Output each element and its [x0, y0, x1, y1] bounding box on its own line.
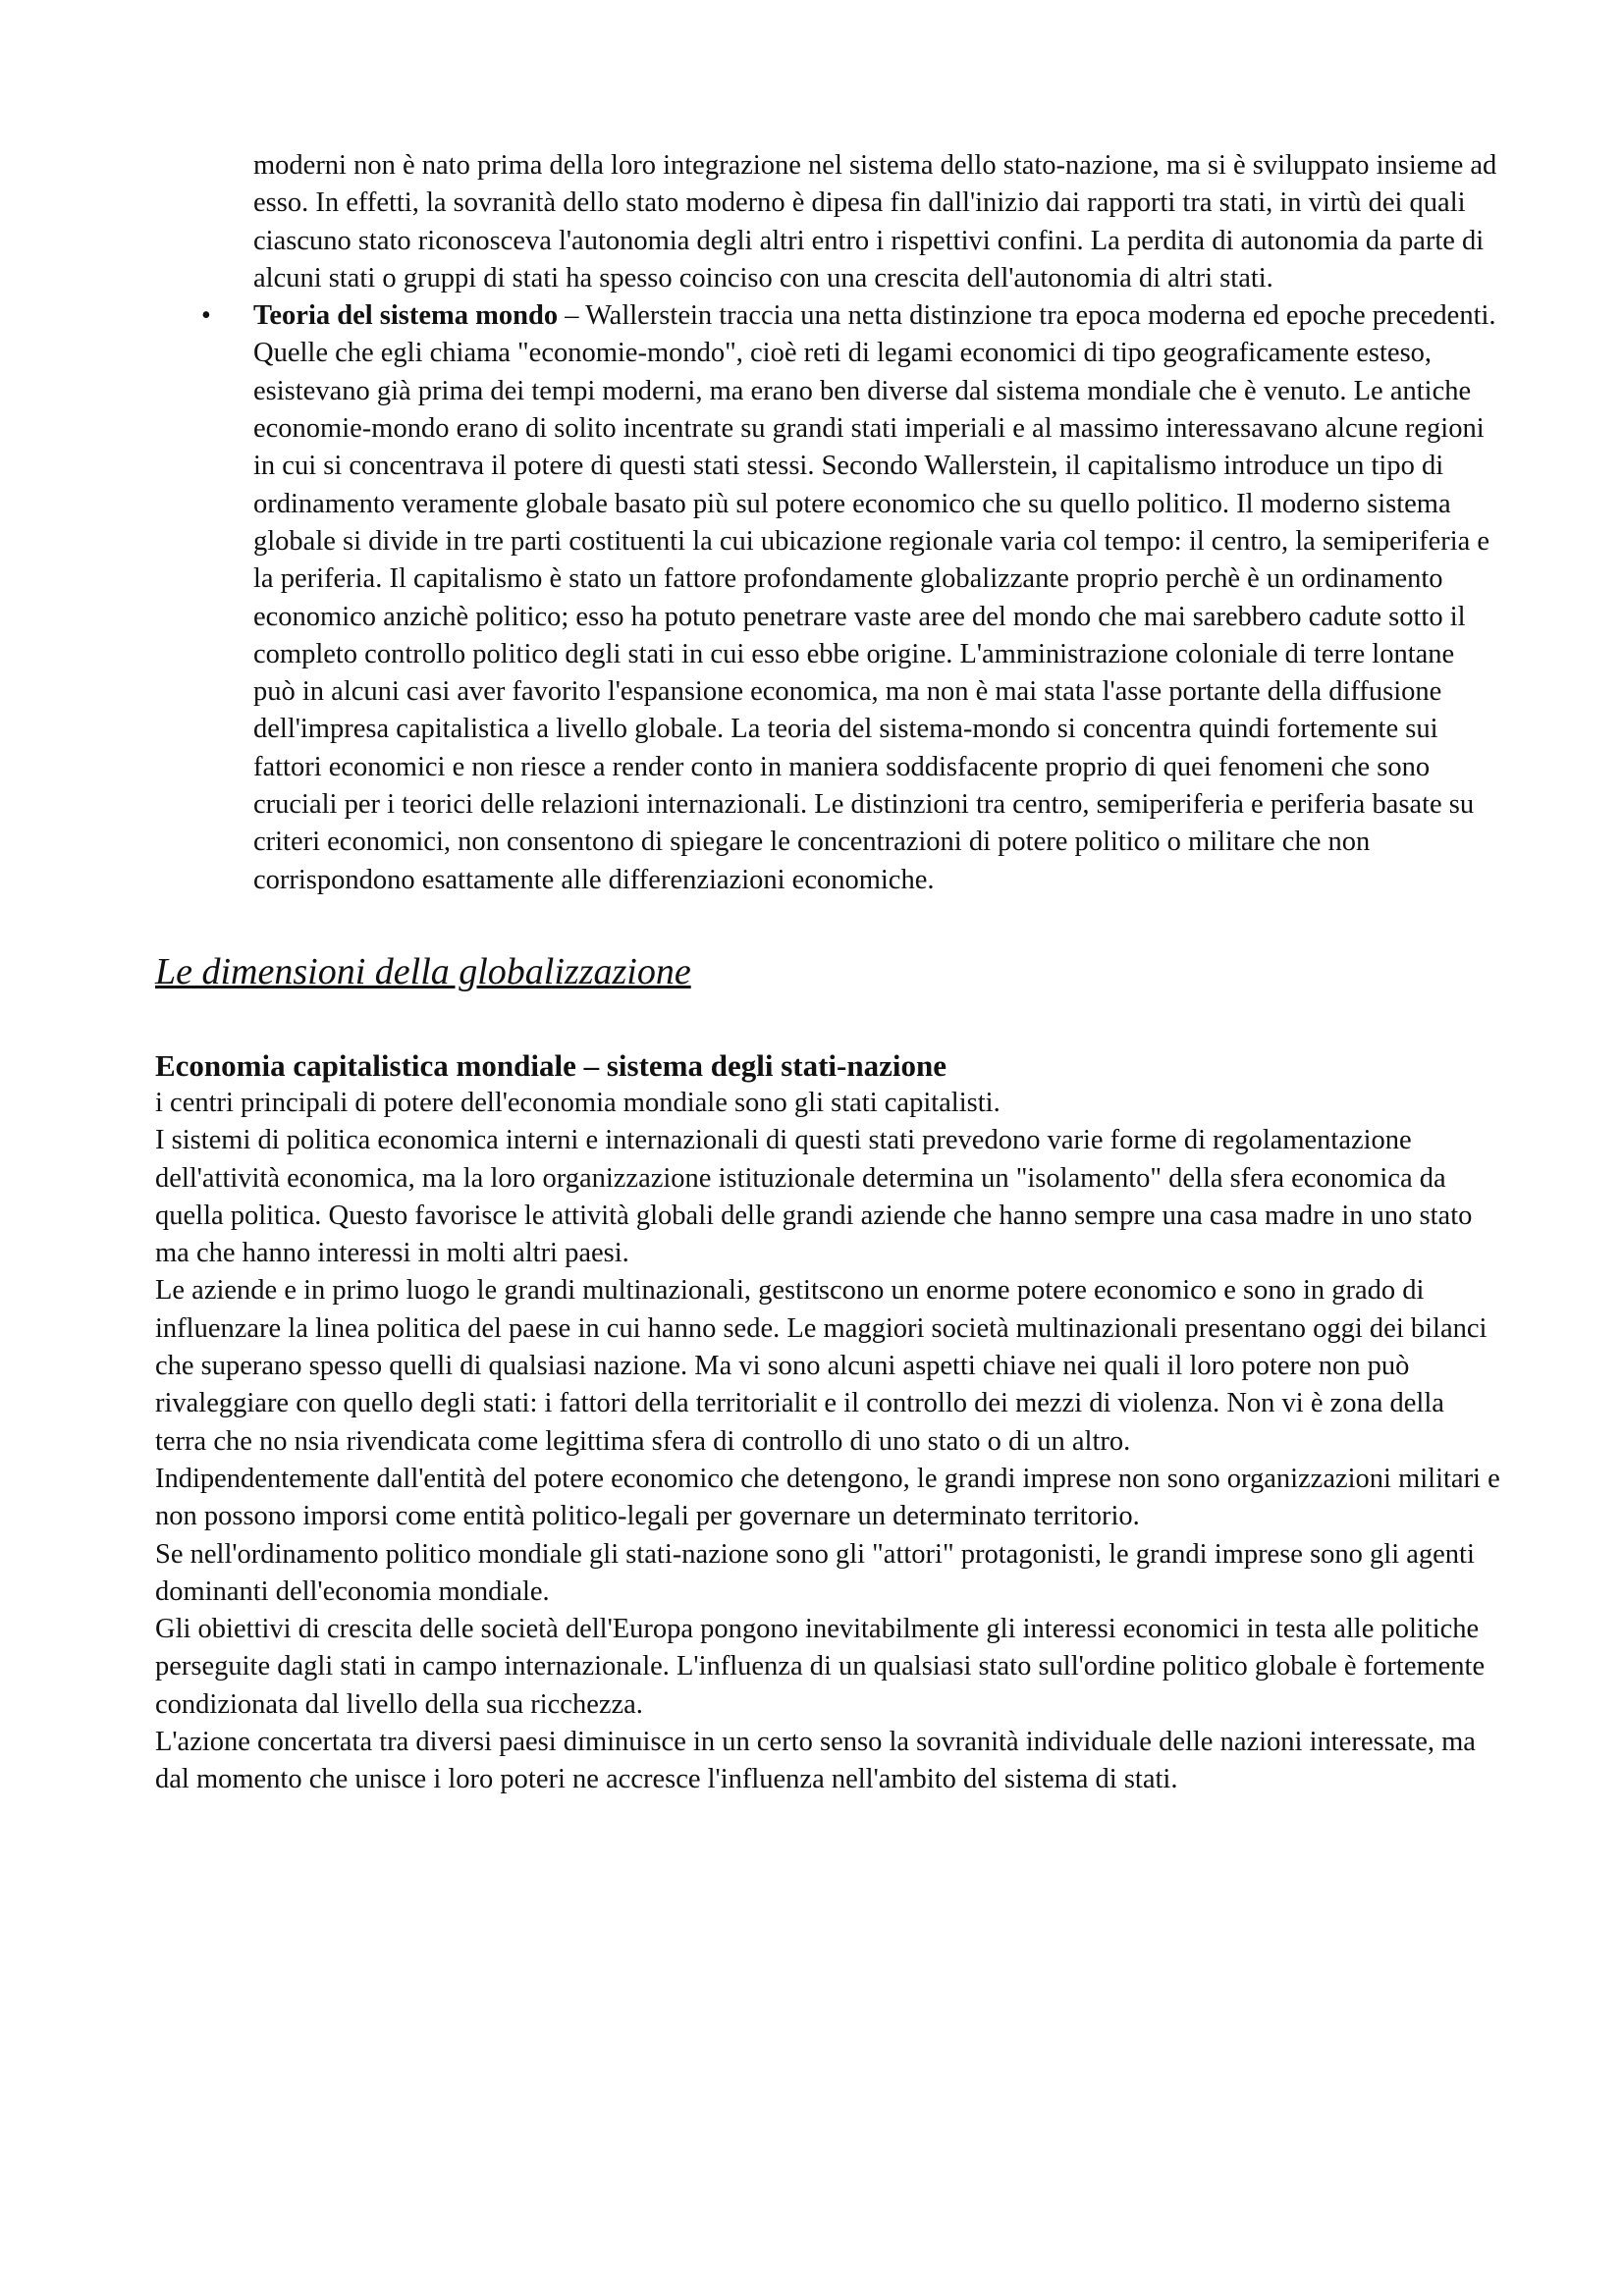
subheading: Economia capitalistica mondiale – sistema degli stati-nazione: [155, 1047, 947, 1083]
paragraph: Indipendentemente dall'entità del potere economico che detengono, le grandi imprese non sono organizzazioni militari e non possono imporsi come entità politico-legali per governare un determinato territorio.: [155, 1463, 1500, 1532]
bullet-text: – Wallerstein traccia una netta distinzione tra epoca moderna ed epoche precedenti. Quelle che egli chiama "economie-mondo", cioè reti di legami economici di tipo geograficamente esteso, esistevano già prima dei tempi moderni, ma erano ben diverse dal sistema mondiale che è venuto. Le antiche economie-mondo erano di solito incentrate su grandi stati imperiali e al massimo interessavano alcune regioni in cui si concentrava il potere di questi stati stessi. Secondo Wallerstein, il capitalismo introduce un tipo di ordinamento veramente globale basato più sul potere economico che su quello politico. Il moderno sistema globale si divide in tre parti costituenti la cui ubicazione regionale varia col tempo: il centro, la semiperiferia e la periferia. Il capitalismo è stato un fattore profondamente globalizzante proprio perchè è un ordinamento economico anzichè politico; esso ha potuto penetrare vaste aree del mondo che mai sarebbero cadute sotto il completo controllo politico degli stati in cui esso ebbe origine. L'amministrazione coloniale di terre lontane può in alcuni casi aver favorito l'espansione economica, ma non è mai stata l'asse portante della diffusione dell'impresa capitalistica a livello globale. La teoria del sistema-mondo si concentra quindi fortemente sui fattori economici e non riesce a render conto in maniera soddisfacente proprio di quei fenomeni che sono cruciali per i teorici delle relazioni internazionali. Le distinzioni tra centro, semiperiferia e periferia basate su criteri economici, non consentono di spiegare le concentrazioni di potere politico o militare che non corrispondono esattamente alle differenziazioni economiche.: [253, 300, 1496, 895]
list-item: [201, 297, 1500, 899]
bullet-term: Teoria del sistema mondo: [253, 300, 559, 332]
paragraph: L'azione concertata tra diversi paesi diminuisce in un certo senso la sovranità individuale delle nazioni interessate, ma dal momento che unisce i loro poteri ne accresce l'influenza nell'ambito del sistema di stati.: [155, 1726, 1476, 1795]
bullet-icon: •: [201, 300, 211, 332]
continued-paragraph: moderni non è nato prima della loro integrazione nel sistema dello stato-nazione, ma si è sviluppato insieme ad esso. In effetti, la sovranità dello stato moderno è dipesa fin dall'inizio dai rapporti tra stati, in virtù dei quali ciascuno stato riconosceva l'autonomia degli altri entro i rispettivi confini. La perdita di autonomia da parte di alcuni stati o gruppi di stati ha spesso coinciso con una crescita dell'autonomia di altri stati.: [253, 150, 1497, 294]
bullet-list: [155, 147, 1500, 899]
body-text: [155, 1085, 1500, 1799]
page-content: [155, 147, 1500, 1799]
section-heading: Le dimensioni della globalizzazione: [155, 950, 691, 992]
paragraph: Se nell'ordinamento politico mondiale gli stati-nazione sono gli "attori" protagonisti, le grandi imprese sono gli agenti dominanti dell'economia mondiale.: [155, 1538, 1475, 1607]
paragraph: Le aziende e in primo luogo le grandi multinazionali, gestitscono un enorme potere economico e sono in grado di influenzare la linea politica del paese in cui hanno sede. Le maggiori società multinazionali presentano oggi dei bilanci che superano spesso quelli di qualsiasi nazione. Ma vi sono alcuni aspetti chiave nei quali il loro potere non può rivaleggiare con quello degli stati: i fattori della territorialit e il controllo dei mezzi di violenza. Non vi è zona della terra che no nsia rivendicata come legittima sfera di controllo di uno stato o di un altro.: [155, 1275, 1488, 1457]
paragraph: i centri principali di potere dell'economia mondiale sono gli stati capitalisti.: [155, 1087, 1001, 1118]
paragraph: Gli obiettivi di crescita delle società dell'Europa pongono inevitabilmente gli interessi economici in testa alle politiche perseguite dagli stati in campo internazionale. L'influenza di un qualsiasi stato sull'ordine politico globale è fortemente condizionata dal livello della sua ricchezza.: [155, 1614, 1486, 1720]
paragraph: I sistemi di politica economica interni e internazionali di questi stati prevedono varie forme di regolamentazione dell'attività economica, ma la loro organizzazione istituzionale determina un "isolamento" della sfera economica da quella politica. Questo favorisce le attività globali delle grandi aziende che hanno sempre una casa madre in uno stato ma che hanno interessi in molti altri paesi.: [155, 1125, 1473, 1269]
